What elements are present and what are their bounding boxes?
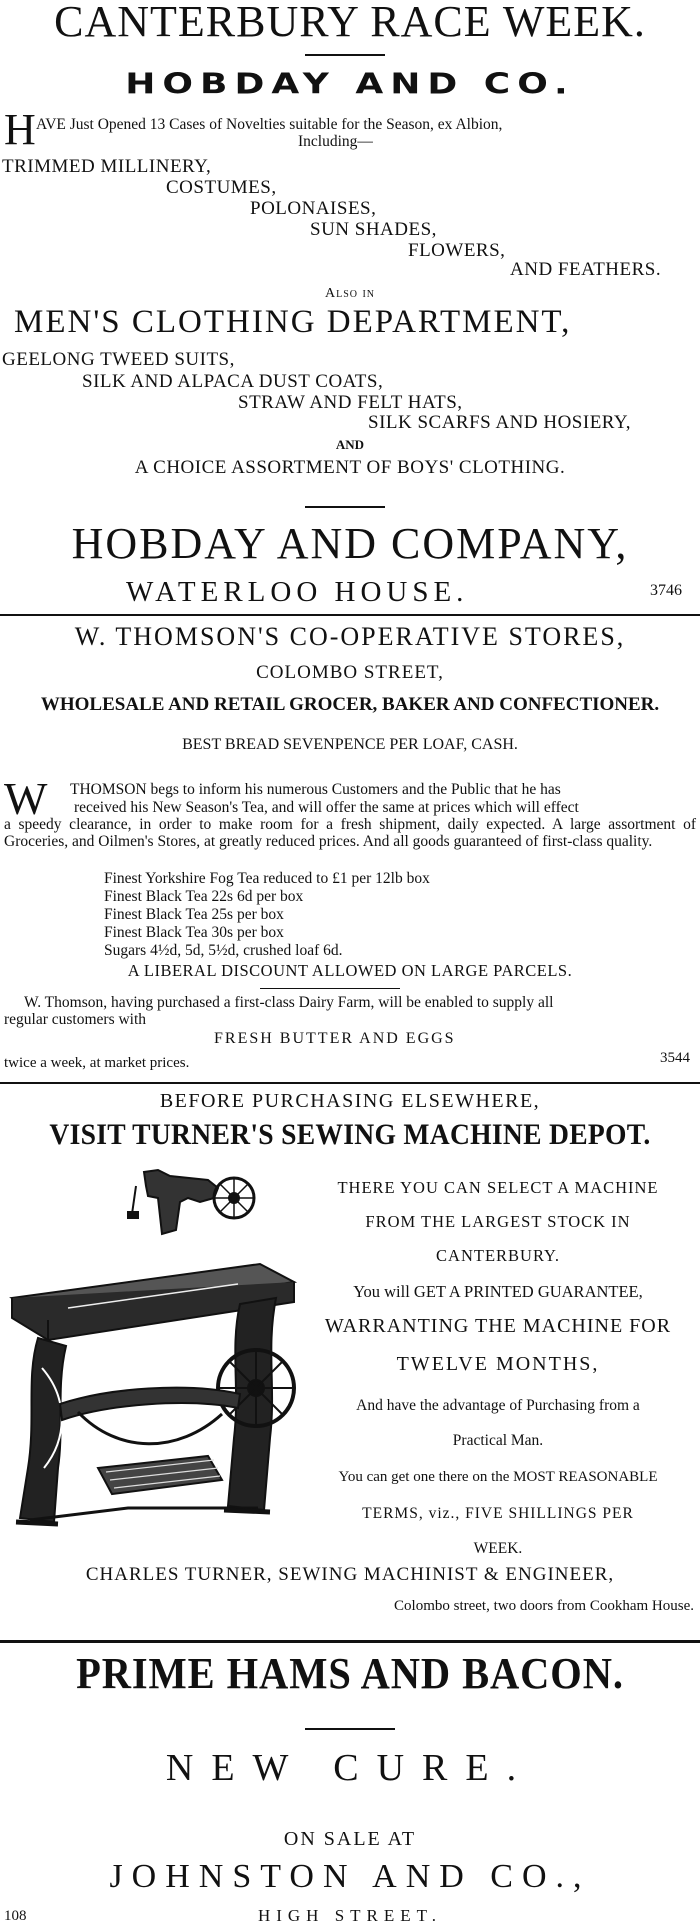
mens-department-heading: MEN'S CLOTHING DEPARTMENT,: [14, 304, 572, 340]
turner-line: WARRANTING THE MACHINE FOR: [324, 1315, 672, 1337]
mens-item: GEELONG TWEED SUITS,: [2, 349, 235, 370]
prime-hams-headline: PRIME HAMS AND BACON.: [76, 1649, 624, 1698]
turner-line: You will GET A PRINTED GUARANTEE,: [353, 1282, 643, 1301]
turner-line: You can get one there on the MOST REASONABLE: [338, 1469, 658, 1485]
thomson-street: COLOMBO STREET,: [256, 662, 444, 683]
turner-line: FROM THE LARGEST STOCK IN: [365, 1212, 631, 1231]
ad-separator: [0, 1640, 700, 1643]
on-sale-at: ON SALE AT: [283, 1828, 417, 1850]
price-item: Finest Yorkshire Fog Tea reduced to £1 per 12lb box: [104, 870, 430, 887]
price-item: Sugars 4½d, 5d, 5½d, crushed loaf 6d.: [104, 942, 343, 959]
thomson-headline: W. THOMSON'S CO-OPERATIVE STORES,: [74, 622, 626, 651]
also-in-label: Also in: [324, 286, 376, 301]
twice-a-week: twice a week, at market prices.: [4, 1055, 190, 1071]
dropcap-w: W: [4, 773, 48, 824]
mens-item: STRAW AND FELT HATS,: [238, 392, 463, 413]
turner-line: TWELVE MONTHS,: [396, 1353, 600, 1375]
turner-line: Practical Man.: [452, 1432, 544, 1449]
hobday-company-name: HOBDAY AND COMPANY,: [71, 519, 629, 568]
price-item: Finest Black Tea 30s per box: [104, 924, 284, 941]
bread-price: BEST BREAD SEVENPENCE PER LOAF, CASH.: [182, 736, 518, 753]
goods-item: AND FEATHERS.: [510, 259, 662, 280]
turner-line: TERMS, viz., FIVE SHILLINGS PER: [362, 1505, 634, 1522]
divider: [305, 54, 385, 56]
thomson-paragraph: a speedy clearance, in order to make room for a fresh shipment, daily expected. A large assortment of Groceries, and Oilmen's Stores, at greatly reduced prices. And all goods guaranteed of first-class quality.: [4, 816, 696, 850]
and-label: AND: [335, 437, 365, 452]
price-item: Finest Black Tea 22s 6d per box: [104, 888, 304, 905]
dairy-line: W. Thomson, having purchased a first-class Dairy Farm, will be enabled to supply all: [24, 994, 554, 1011]
ad-ref-number: 3544: [660, 1050, 690, 1066]
before-purchasing: BEFORE PURCHASING ELSEWHERE,: [159, 1090, 541, 1112]
goods-item: POLONAISES,: [250, 198, 377, 219]
high-street: HIGH STREET.: [257, 1906, 443, 1925]
turner-line: THERE YOU CAN SELECT A MACHINE: [337, 1178, 659, 1197]
waterloo-house: WATERLOO HOUSE.: [126, 576, 469, 608]
ad-separator: [0, 1082, 700, 1084]
new-cure: NEW CURE.: [165, 1747, 535, 1789]
divider: [260, 988, 400, 989]
ad-separator: [0, 614, 700, 616]
mens-item: SILK SCARFS AND HOSIERY,: [368, 412, 631, 433]
mens-item: SILK AND ALPACA DUST COATS,: [82, 371, 384, 392]
thomson-trade: WHOLESALE AND RETAIL GROCER, BAKER AND CONFECTIONER.: [40, 694, 660, 715]
thomson-para-line: THOMSON begs to inform his numerous Customers and the Public that he has: [70, 781, 561, 798]
page-number: 108: [4, 1908, 27, 1924]
ad-ref-number: 3746: [650, 582, 682, 599]
turner-line: And have the advantage of Purchasing from a: [356, 1397, 640, 1414]
sewing-machine-illustration: [8, 1168, 298, 1534]
price-list: [104, 870, 430, 960]
johnston-company: JOHNSTON AND CO.,: [109, 1858, 591, 1895]
turner-line: WEEK.: [473, 1540, 523, 1557]
hobday-banner: HOBDAY AND CO.: [125, 68, 575, 101]
fresh-butter-eggs: FRESH BUTTER AND EGGS: [214, 1030, 456, 1047]
headline-race-week: CANTERBURY RACE WEEK.: [54, 0, 646, 46]
intro-including: Including—: [298, 133, 373, 150]
boys-clothing-line: A CHOICE ASSORTMENT OF BOYS' CLOTHING.: [134, 457, 566, 478]
goods-item: TRIMMED MILLINERY,: [2, 156, 212, 177]
divider: [305, 506, 385, 508]
turner-address: Colombo street, two doors from Cookham House.: [394, 1598, 694, 1614]
liberal-discount: A LIBERAL DISCOUNT ALLOWED ON LARGE PARCELS.: [127, 961, 573, 980]
turner-headline: VISIT TURNER'S SEWING MACHINE DEPOT.: [49, 1118, 651, 1151]
goods-item: COSTUMES,: [166, 177, 277, 198]
turner-signature: CHARLES TURNER, SEWING MACHINIST & ENGINEER,: [85, 1564, 615, 1585]
intro-text: AVE Just Opened 13 Cases of Novelties suitable for the Season, ex Albion,: [36, 116, 503, 133]
dairy-line: regular customers with: [4, 1011, 147, 1028]
goods-item: SUN SHADES,: [310, 219, 437, 240]
divider: [305, 1728, 395, 1730]
price-item: Finest Black Tea 25s per box: [104, 906, 284, 923]
dropcap-h: H: [4, 105, 36, 154]
goods-item: FLOWERS,: [408, 240, 506, 261]
turner-line: CANTERBURY.: [436, 1246, 560, 1265]
thomson-para-line: received his New Season's Tea, and will offer the same at prices which will effect: [74, 799, 579, 816]
